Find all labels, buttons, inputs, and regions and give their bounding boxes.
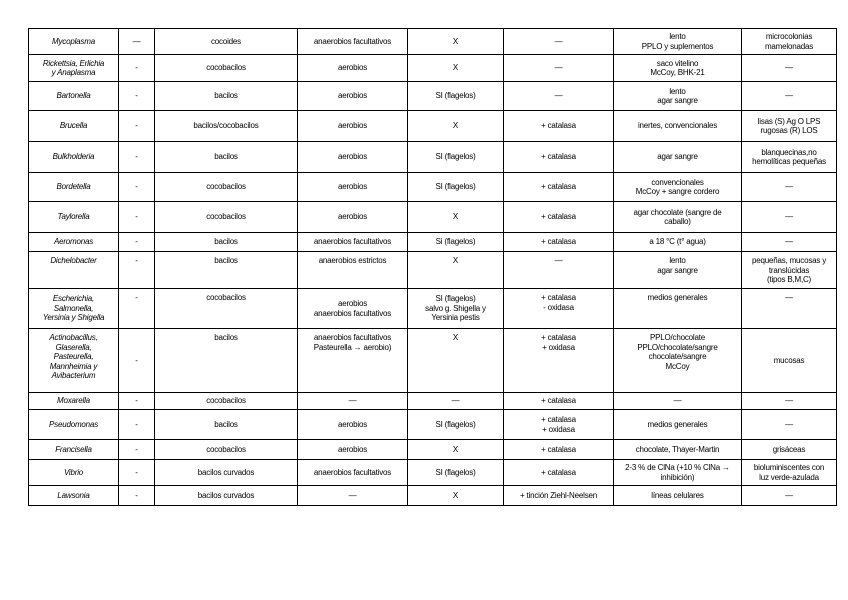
culture-cell: lento agar sangre (614, 252, 742, 289)
respiration-cell: anaerobios facultativos Pasteurella → aerobio) (298, 329, 408, 393)
genus-cell: Pseudomonas (29, 410, 119, 440)
colonies-cell: — (742, 289, 837, 329)
respiration-cell: aerobios (298, 55, 408, 82)
genus-cell: Lawsonia (29, 486, 119, 506)
table-row (29, 252, 837, 289)
respiration-cell: aerobios (298, 82, 408, 111)
respiration-cell: aerobios (298, 410, 408, 440)
marker-cell: - (119, 460, 155, 486)
marker-cell: - (119, 289, 155, 329)
enzymes-cell: + catalasa + oxidasa (504, 329, 614, 393)
table-row (29, 82, 837, 111)
genus-cell: Actinobacillus, Glaserella, Pasteurella, Mannheimia y Avibacterium (29, 329, 119, 393)
culture-cell: — (614, 393, 742, 410)
marker-cell: - (119, 329, 155, 393)
genus-cell: Bartonella (29, 82, 119, 111)
table-body (29, 29, 837, 506)
respiration-cell: anaerobios facultativos (298, 460, 408, 486)
genus-cell: Mycoplasma (29, 29, 119, 55)
enzymes-cell: + catalasa (504, 142, 614, 173)
motility-cell: Si (flagelos) (408, 233, 504, 252)
genus-cell: Brucella (29, 111, 119, 142)
culture-cell: medios generales (614, 289, 742, 329)
enzymes-cell: — (504, 252, 614, 289)
genus-cell: Francisella (29, 440, 119, 460)
genus-cell: Taylorella (29, 202, 119, 233)
colonies-cell: mucosas (742, 329, 837, 393)
genus-cell: Escherichia, Salmonella, Yersinia y Shigella (29, 289, 119, 329)
table-row (29, 173, 837, 202)
motility-cell: X (408, 55, 504, 82)
respiration-cell: aerobios anaerobios facultativos (298, 289, 408, 329)
respiration-cell: aerobios (298, 202, 408, 233)
table-row (29, 29, 837, 55)
marker-cell: - (119, 173, 155, 202)
morphology-cell: bacilos/cocobacilos (155, 111, 298, 142)
morphology-cell: bacilos curvados (155, 486, 298, 506)
morphology-cell: cocobacilos (155, 289, 298, 329)
enzymes-cell: + catalasa (504, 233, 614, 252)
table-row (29, 440, 837, 460)
culture-cell: 2-3 % de ClNa (+10 % ClNa → inhibición) (614, 460, 742, 486)
morphology-cell: cocobacilos (155, 202, 298, 233)
genus-cell: Dichelobacter (29, 252, 119, 289)
culture-cell: inertes, convencionales (614, 111, 742, 142)
marker-cell: - (119, 82, 155, 111)
motility-cell: SI (flagelos) (408, 173, 504, 202)
enzymes-cell: — (504, 55, 614, 82)
marker-cell: - (119, 111, 155, 142)
enzymes-cell: + catalasa (504, 440, 614, 460)
genus-cell: Rickettsia, Erlichia y Anaplasma (29, 55, 119, 82)
genus-cell: Bulkholderia (29, 142, 119, 173)
colonies-cell: blanquecinas,no hemolíticas pequeñas (742, 142, 837, 173)
morphology-cell: bacilos (155, 82, 298, 111)
culture-cell: saco vitelino McCoy, BHK-21 (614, 55, 742, 82)
culture-cell: lento agar sangre (614, 82, 742, 111)
morphology-cell: cocobacilos (155, 55, 298, 82)
morphology-cell: bacilos (155, 252, 298, 289)
morphology-cell: bacilos (155, 410, 298, 440)
genus-cell: Vibrio (29, 460, 119, 486)
motility-cell: SI (flagelos) (408, 460, 504, 486)
table-row (29, 486, 837, 506)
marker-cell: — (119, 29, 155, 55)
colonies-cell: — (742, 82, 837, 111)
colonies-cell: — (742, 233, 837, 252)
culture-cell: convencionales McCoy + sangre cordero (614, 173, 742, 202)
genus-cell: Bordetella (29, 173, 119, 202)
morphology-cell: bacilos curvados (155, 460, 298, 486)
motility-cell: X (408, 486, 504, 506)
motility-cell: SI (flagelos) (408, 142, 504, 173)
table-row (29, 289, 837, 329)
colonies-cell: pequeñas, mucosas y translúcidas (tipos B,M,C) (742, 252, 837, 289)
table-row (29, 111, 837, 142)
genus-cell: Moxarella (29, 393, 119, 410)
motility-cell: X (408, 111, 504, 142)
respiration-cell: — (298, 486, 408, 506)
colonies-cell: lisas (S) Ag O LPS rugosas (R) LOS (742, 111, 837, 142)
enzymes-cell: + catalasa (504, 202, 614, 233)
motility-cell: — (408, 393, 504, 410)
bacteria-table (28, 28, 837, 506)
culture-cell: agar sangre (614, 142, 742, 173)
morphology-cell: cocobacilos (155, 393, 298, 410)
motility-cell: SI (flagelos) (408, 410, 504, 440)
morphology-cell: bacilos (155, 233, 298, 252)
morphology-cell: bacilos (155, 142, 298, 173)
colonies-cell: grisáceas (742, 440, 837, 460)
marker-cell: - (119, 410, 155, 440)
marker-cell: - (119, 142, 155, 173)
respiration-cell: anaerobios estrictos (298, 252, 408, 289)
marker-cell: - (119, 486, 155, 506)
marker-cell: - (119, 233, 155, 252)
respiration-cell: anaerobios facultativos (298, 29, 408, 55)
enzymes-cell: — (504, 82, 614, 111)
colonies-cell: — (742, 410, 837, 440)
colonies-cell: microcolonias mamelonadas (742, 29, 837, 55)
enzymes-cell: — (504, 29, 614, 55)
motility-cell: X (408, 252, 504, 289)
respiration-cell: anaerobios facultativos (298, 233, 408, 252)
motility-cell: SI (flagelos) salvo g. Shigella y Yersinia pestis (408, 289, 504, 329)
enzymes-cell: + catalasa + oxidasa (504, 410, 614, 440)
marker-cell: - (119, 440, 155, 460)
colonies-cell: bioluminiscentes con luz verde-azulada (742, 460, 837, 486)
table-row (29, 460, 837, 486)
motility-cell: X (408, 202, 504, 233)
table-row (29, 202, 837, 233)
marker-cell: - (119, 55, 155, 82)
enzymes-cell: + tinción Ziehl-Neelsen (504, 486, 614, 506)
culture-cell: chocolate, Thayer-Martin (614, 440, 742, 460)
table-row (29, 329, 837, 393)
motility-cell: X (408, 29, 504, 55)
colonies-cell: — (742, 486, 837, 506)
respiration-cell: aerobios (298, 440, 408, 460)
colonies-cell: — (742, 393, 837, 410)
enzymes-cell: + catalasa (504, 111, 614, 142)
motility-cell: SI (flagelos) (408, 82, 504, 111)
morphology-cell: cocobacilos (155, 173, 298, 202)
colonies-cell: — (742, 202, 837, 233)
table-row (29, 142, 837, 173)
motility-cell: X (408, 329, 504, 393)
marker-cell: - (119, 202, 155, 233)
table-row (29, 55, 837, 82)
colonies-cell: — (742, 173, 837, 202)
marker-cell: - (119, 393, 155, 410)
table-row (29, 410, 837, 440)
culture-cell: a 18 °C (t° agua) (614, 233, 742, 252)
respiration-cell: aerobios (298, 173, 408, 202)
enzymes-cell: + catalasa (504, 173, 614, 202)
genus-cell: Aeromonas (29, 233, 119, 252)
marker-cell: - (119, 252, 155, 289)
respiration-cell: aerobios (298, 142, 408, 173)
culture-cell: líneas celulares (614, 486, 742, 506)
table-row (29, 393, 837, 410)
enzymes-cell: + catalasa (504, 460, 614, 486)
culture-cell: agar chocolate (sangre de caballo) (614, 202, 742, 233)
morphology-cell: cocoides (155, 29, 298, 55)
enzymes-cell: + catalasa - oxidasa (504, 289, 614, 329)
morphology-cell: bacilos (155, 329, 298, 393)
respiration-cell: — (298, 393, 408, 410)
enzymes-cell: + catalasa (504, 393, 614, 410)
colonies-cell: — (742, 55, 837, 82)
table-row (29, 233, 837, 252)
culture-cell: PPLO/chocolate PPLO/chocolate/sangre chocolate/sangre McCoy (614, 329, 742, 393)
culture-cell: medios generales (614, 410, 742, 440)
respiration-cell: aerobios (298, 111, 408, 142)
motility-cell: X (408, 440, 504, 460)
morphology-cell: cocobacilos (155, 440, 298, 460)
culture-cell: lento PPLO y suplementos (614, 29, 742, 55)
